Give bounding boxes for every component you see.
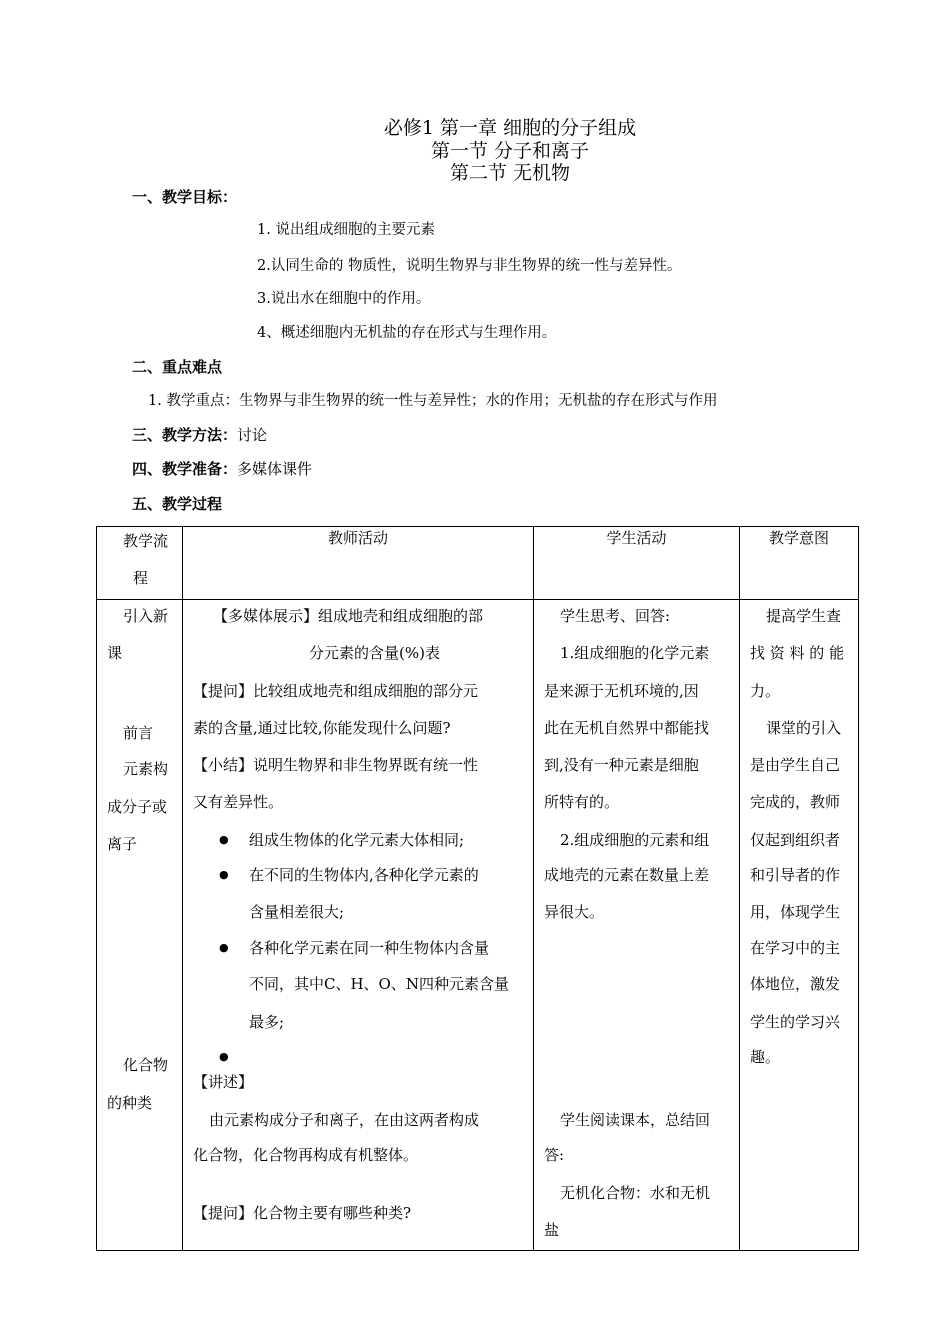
prep-value: 多媒体课件 [237, 460, 313, 478]
intent-cell: 提高学生查 找 资 料 的 能 力。 课堂的引入 是由学生自己 完成的，教师 仅起到组织者 和引导者的作 用，体现学生 在学习中的主 体地位，激发 学生的学习兴 趣。 [740, 600, 859, 1251]
bullet-icon: ● [219, 868, 229, 881]
header-student: 学生活动 [534, 527, 740, 600]
teacher-cell: 【多媒体展示】组成地壳和组成细胞的部 分元素的含量(%)表 【提问】比较组成地壳和组成细胞的部分元 素的含量,通过比较,你能发现什么问题? 【小结】说明生物界和非生物界既有统一性 又有差异性。 ● 组成生物体的化学元素大体相同; ● 在不同的生物体内,各种化学元素的 含量相差很大; ● 各种化学元素在同一种生物体内含量 不同，其中C、H、O、N四种元素含量 最多; ● 【讲述】 由元素构成分子和离子，在由这两者构成 化合物，化合物再构成有机整体。 【提问】化合物主要有哪些种类? [183, 600, 534, 1251]
process-heading: 五、教学过程 [132, 495, 223, 513]
chapter-title: 必修1 第一章 细胞的分子组成 [383, 117, 637, 139]
student-cell: 学生思考、回答: 1.组成细胞的化学元素 是来源于无机环境的,因 此在无机自然界中都能找 到,没有一种元素是细胞 所特有的。 2.组成细胞的元素和组 成地壳的元素在数量上差 异很大。 学生阅读课本，总结回 答: 无机化合物：水和无机 盐 [534, 600, 740, 1251]
objective-item: 3.说出水在细胞中的作用。 [257, 291, 431, 307]
method-heading: 三、教学方法：讨论 [132, 426, 268, 444]
header-teacher: 教师活动 [183, 527, 534, 600]
prep-heading: 四、教学准备：多媒体课件 [132, 460, 313, 478]
objective-item: 1. 说出组成细胞的主要元素 [257, 222, 435, 238]
key-points-heading: 二、重点难点 [132, 358, 223, 376]
flow-cell: 引入新 课 前言 元素构 成分子或 离子 化合物 的种类 [97, 600, 183, 1251]
header-flow: 教学流 程 [97, 527, 183, 600]
method-value: 讨论 [237, 426, 268, 444]
header-intent: 教学意图 [740, 527, 859, 600]
section-title-2: 第二节 无机物 [449, 162, 571, 184]
objective-item: 4、概述细胞内无机盐的存在形式与生理作用。 [257, 325, 557, 341]
bullet-icon: ● [219, 1050, 229, 1063]
key-point-item: 1. 教学重点：生物界与非生物界的统一性与差异性；水的作用；无机盐的存在形式与作用 [148, 393, 718, 409]
bullet-icon: ● [219, 941, 229, 954]
bullet-icon: ● [219, 833, 229, 846]
objective-item: 2.认同生命的 物质性，说明生物界与非生物界的统一性与差异性。 [257, 258, 682, 274]
table-header-row [97, 527, 859, 600]
objectives-heading: 一、教学目标： [132, 188, 238, 206]
section-title-1: 第一节 分子和离子 [430, 140, 590, 162]
table-row [97, 600, 859, 1251]
process-table [96, 526, 859, 1251]
